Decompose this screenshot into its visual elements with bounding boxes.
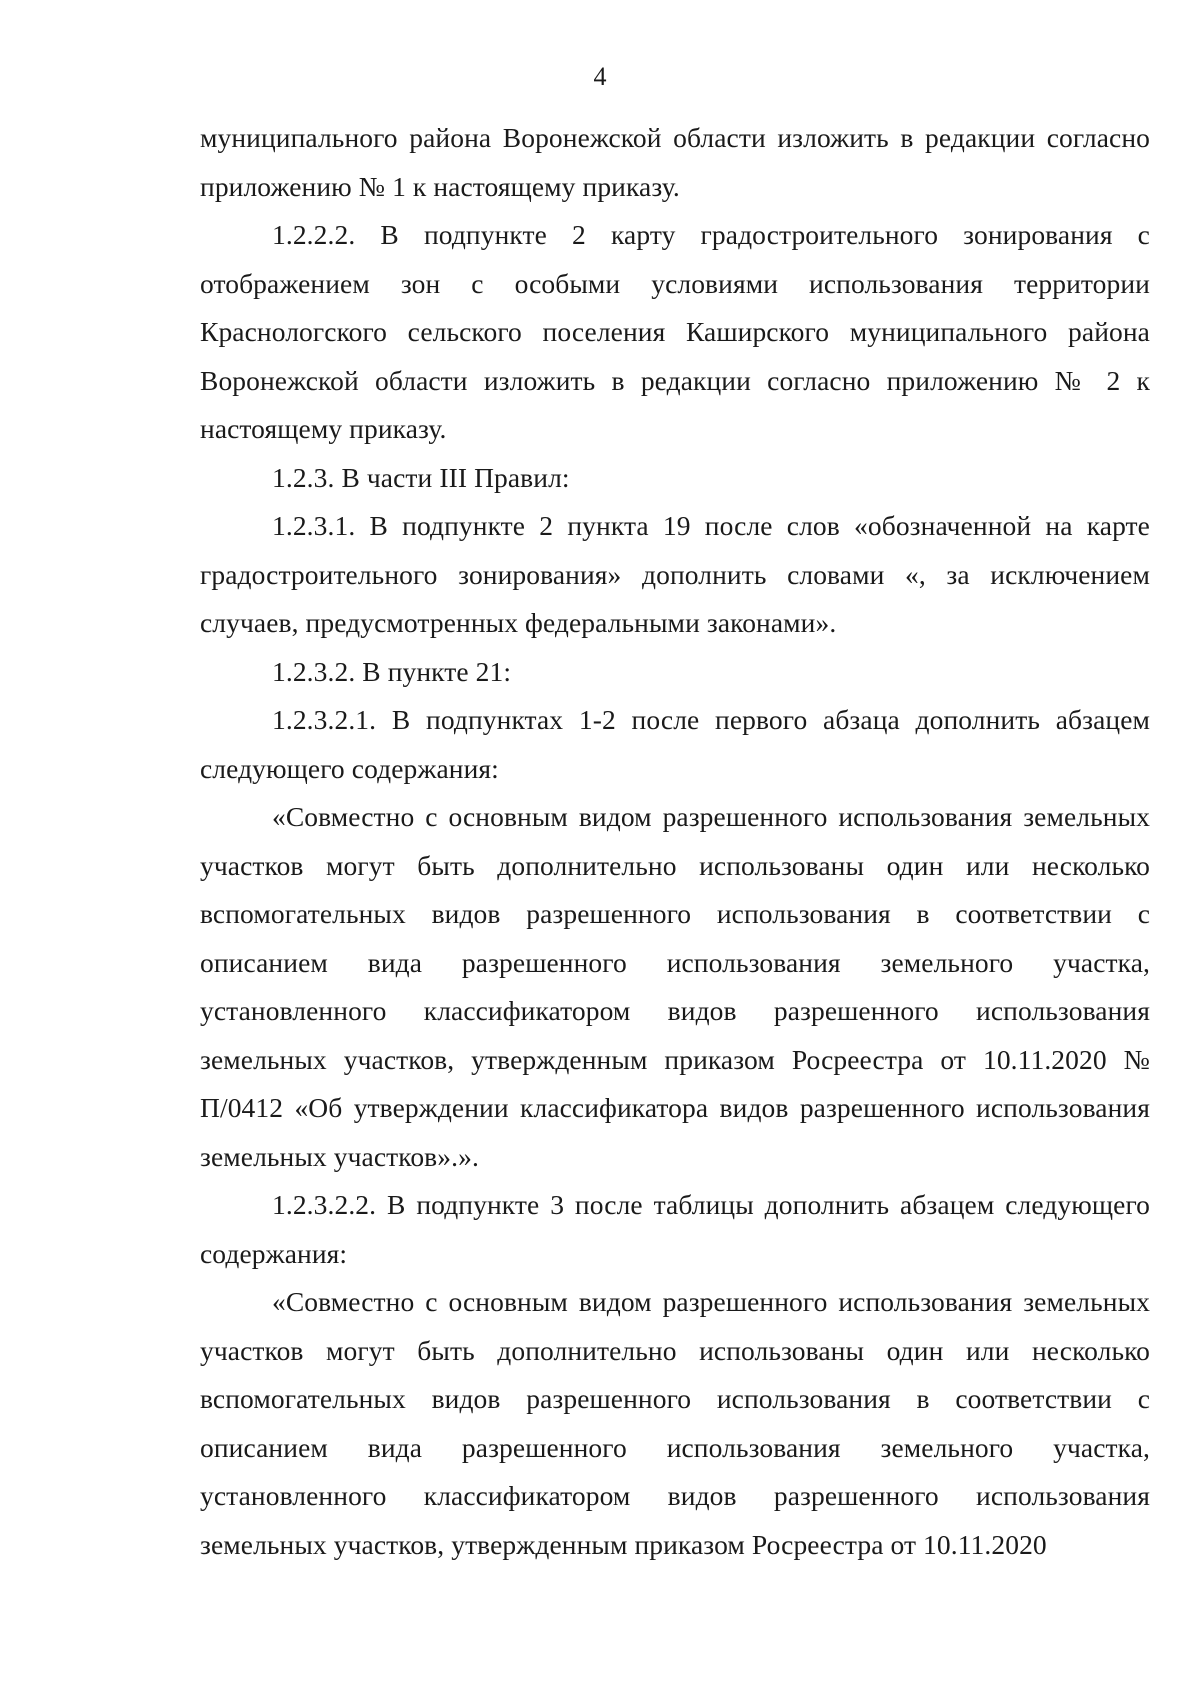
paragraph: 1.2.2.2. В подпункте 2 карту градостроительного зонирования с отображением зон с особыми условиями использования территории Краснологского сельского поселения Каширского муниципального района Воронежской области изложить в редакции согласно приложению № 2 к настоящему приказу. xyxy=(200,219,1150,444)
page-number: 4 xyxy=(593,62,607,91)
paragraph: 1.2.3.2. В пункте 21: xyxy=(272,655,512,687)
paragraph: 1.2.3.1. В подпункте 2 пункта 19 после слов «обозначенной на карте градостроительного зонирования» дополнить словами «, за исключением случаев, предусмотренных федеральными законами». xyxy=(200,510,1150,638)
paragraph: «Совместно с основным видом разрешенного использования земельных участков могут быть дополнительно использованы один или несколько вспомогательных видов разрешенного использования в соответствии с описанием вида разрешенного использования земельного участка, установленного классификатором видов разрешенного использования земельных участков, утвержденным приказом Росреестра от 10.11.2020 № П/0412 «Об утверждении классификатора видов разрешенного использования земельных участков».». xyxy=(200,801,1150,1172)
paragraph: 1.2.3.2.1. В подпунктах 1-2 после первого абзаца дополнить абзацем следующего содержания: xyxy=(200,704,1150,784)
paragraph: 1.2.3.2.2. В подпункте 3 после таблицы дополнить абзацем следующего содержания: xyxy=(200,1189,1150,1269)
paragraph: «Совместно с основным видом разрешенного использования земельных участков могут быть дополнительно использованы один или несколько вспомогательных видов разрешенного использования в соответствии с описанием вида разрешенного использования земельного участка, установленного классификатором видов разрешенного использования земельных участков, утвержденным приказом Росреестра от 10.11.2020 xyxy=(200,1286,1150,1560)
paragraph: 1.2.3. В части III Правил: xyxy=(272,461,570,493)
paragraph: муниципального района Воронежской области изложить в редакции согласно приложению № 1 к настоящему приказу. xyxy=(200,122,1150,202)
document-body xyxy=(200,114,1150,1569)
